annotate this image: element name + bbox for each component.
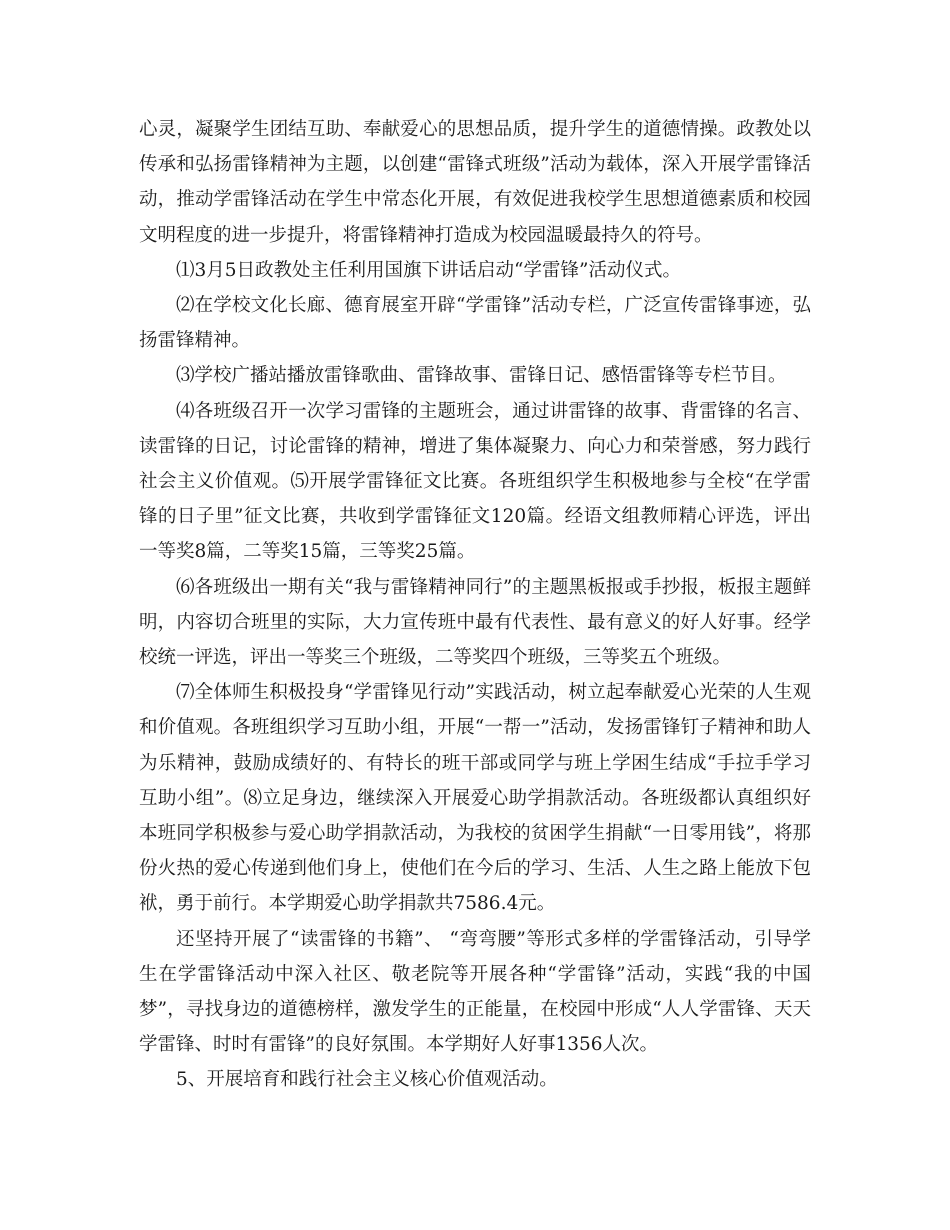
document-page: [139, 112, 811, 1098]
paragraph-item-6: ⑹各班级出一期有关“我与雷锋精神同行”的主题黑板报或手抄报，板报主题鲜明，内容切合班里的实际，大力宣传班中最有代表性、最有意义的好人好事。经学校统一评选，评出一等奖三个班级，二等奖四个班级，三等奖五个班级。: [139, 576, 811, 669]
paragraph-item-3: ⑶学校广播站播放雷锋歌曲、雷锋故事、雷锋日记、感悟雷锋等专栏节目。: [176, 365, 787, 387]
paragraph-item-1: ⑴3月5日政教处主任利用国旗下讲话启动“学雷锋”活动仪式。: [176, 259, 681, 281]
paragraph-section-5-heading: 5、开展培育和践行社会主义核心价值观活动。: [176, 1069, 558, 1091]
paragraph-other-activities: 还坚持开展了“读雷锋的书籍”、 “弯弯腰”等形式多样的学雷锋活动，引导学生在学雷锋活动中深入社区、敬老院等开展各种“学雷锋”活动，实践“我的中国梦”，寻找身边的道德榜样，激发学生的正能量，在校园中形成“人人学雷锋、天天学雷锋、时时有雷锋”的良好氛围。本学期好人好事1356人次。: [139, 928, 811, 1056]
paragraph-item-7-8: ⑺全体师生积极投身“学雷锋见行动”实践活动，树立起奉献爱心光荣的人生观和价值观。各班组织学习互助小组，开展“一帮一”活动，发扬雷锋钉子精神和助人为乐精神，鼓励成绩好的、有特长的班干部或同学与班上学困生结成“手拉手学习互助小组”。⑻立足身边，继续深入开展爱心助学捐款活动。各班级都认真组织好本班同学积极参与爱心助学捐款活动，为我校的贫困学生捐献“一日零用钱”，将那份火热的爱心传递到他们身上，使他们在今后的学习、生活、人生之路上能放下包袱，勇于前行。本学期爱心助学捐款共7586.4元。: [139, 682, 811, 915]
paragraph-item-2: ⑵在学校文化长廊、德育展室开辟“学雷锋”活动专栏，广泛宣传雷锋事迹，弘扬雷锋精神。: [139, 295, 811, 352]
paragraph-item-4-5: ⑷各班级召开一次学习雷锋的主题班会，通过讲雷锋的故事、背雷锋的名言、读雷锋的日记，讨论雷锋的精神，增进了集体凝聚力、向心力和荣誉感，努力践行社会主义价值观。⑸开展学雷锋征文比赛。各班组织学生积极地参与全校“在学雷锋的日子里”征文比赛，共收到学雷锋征文120篇。经语文组教师精心评选，评出一等奖8篇，二等奖15篇，三等奖25篇。: [139, 400, 811, 563]
paragraph-intro: 心灵，凝聚学生团结互助、奉献爱心的思想品质，提升学生的道德情操。政教处以传承和弘扬雷锋精神为主题，以创建“雷锋式班级”活动为载体，深入开展学雷锋活动，推动学雷锋活动在学生中常态化开展，有效促进我校学生思想道德素质和校园文明程度的进一步提升，将雷锋精神打造成为校园温暖最持久的符号。: [139, 119, 811, 246]
